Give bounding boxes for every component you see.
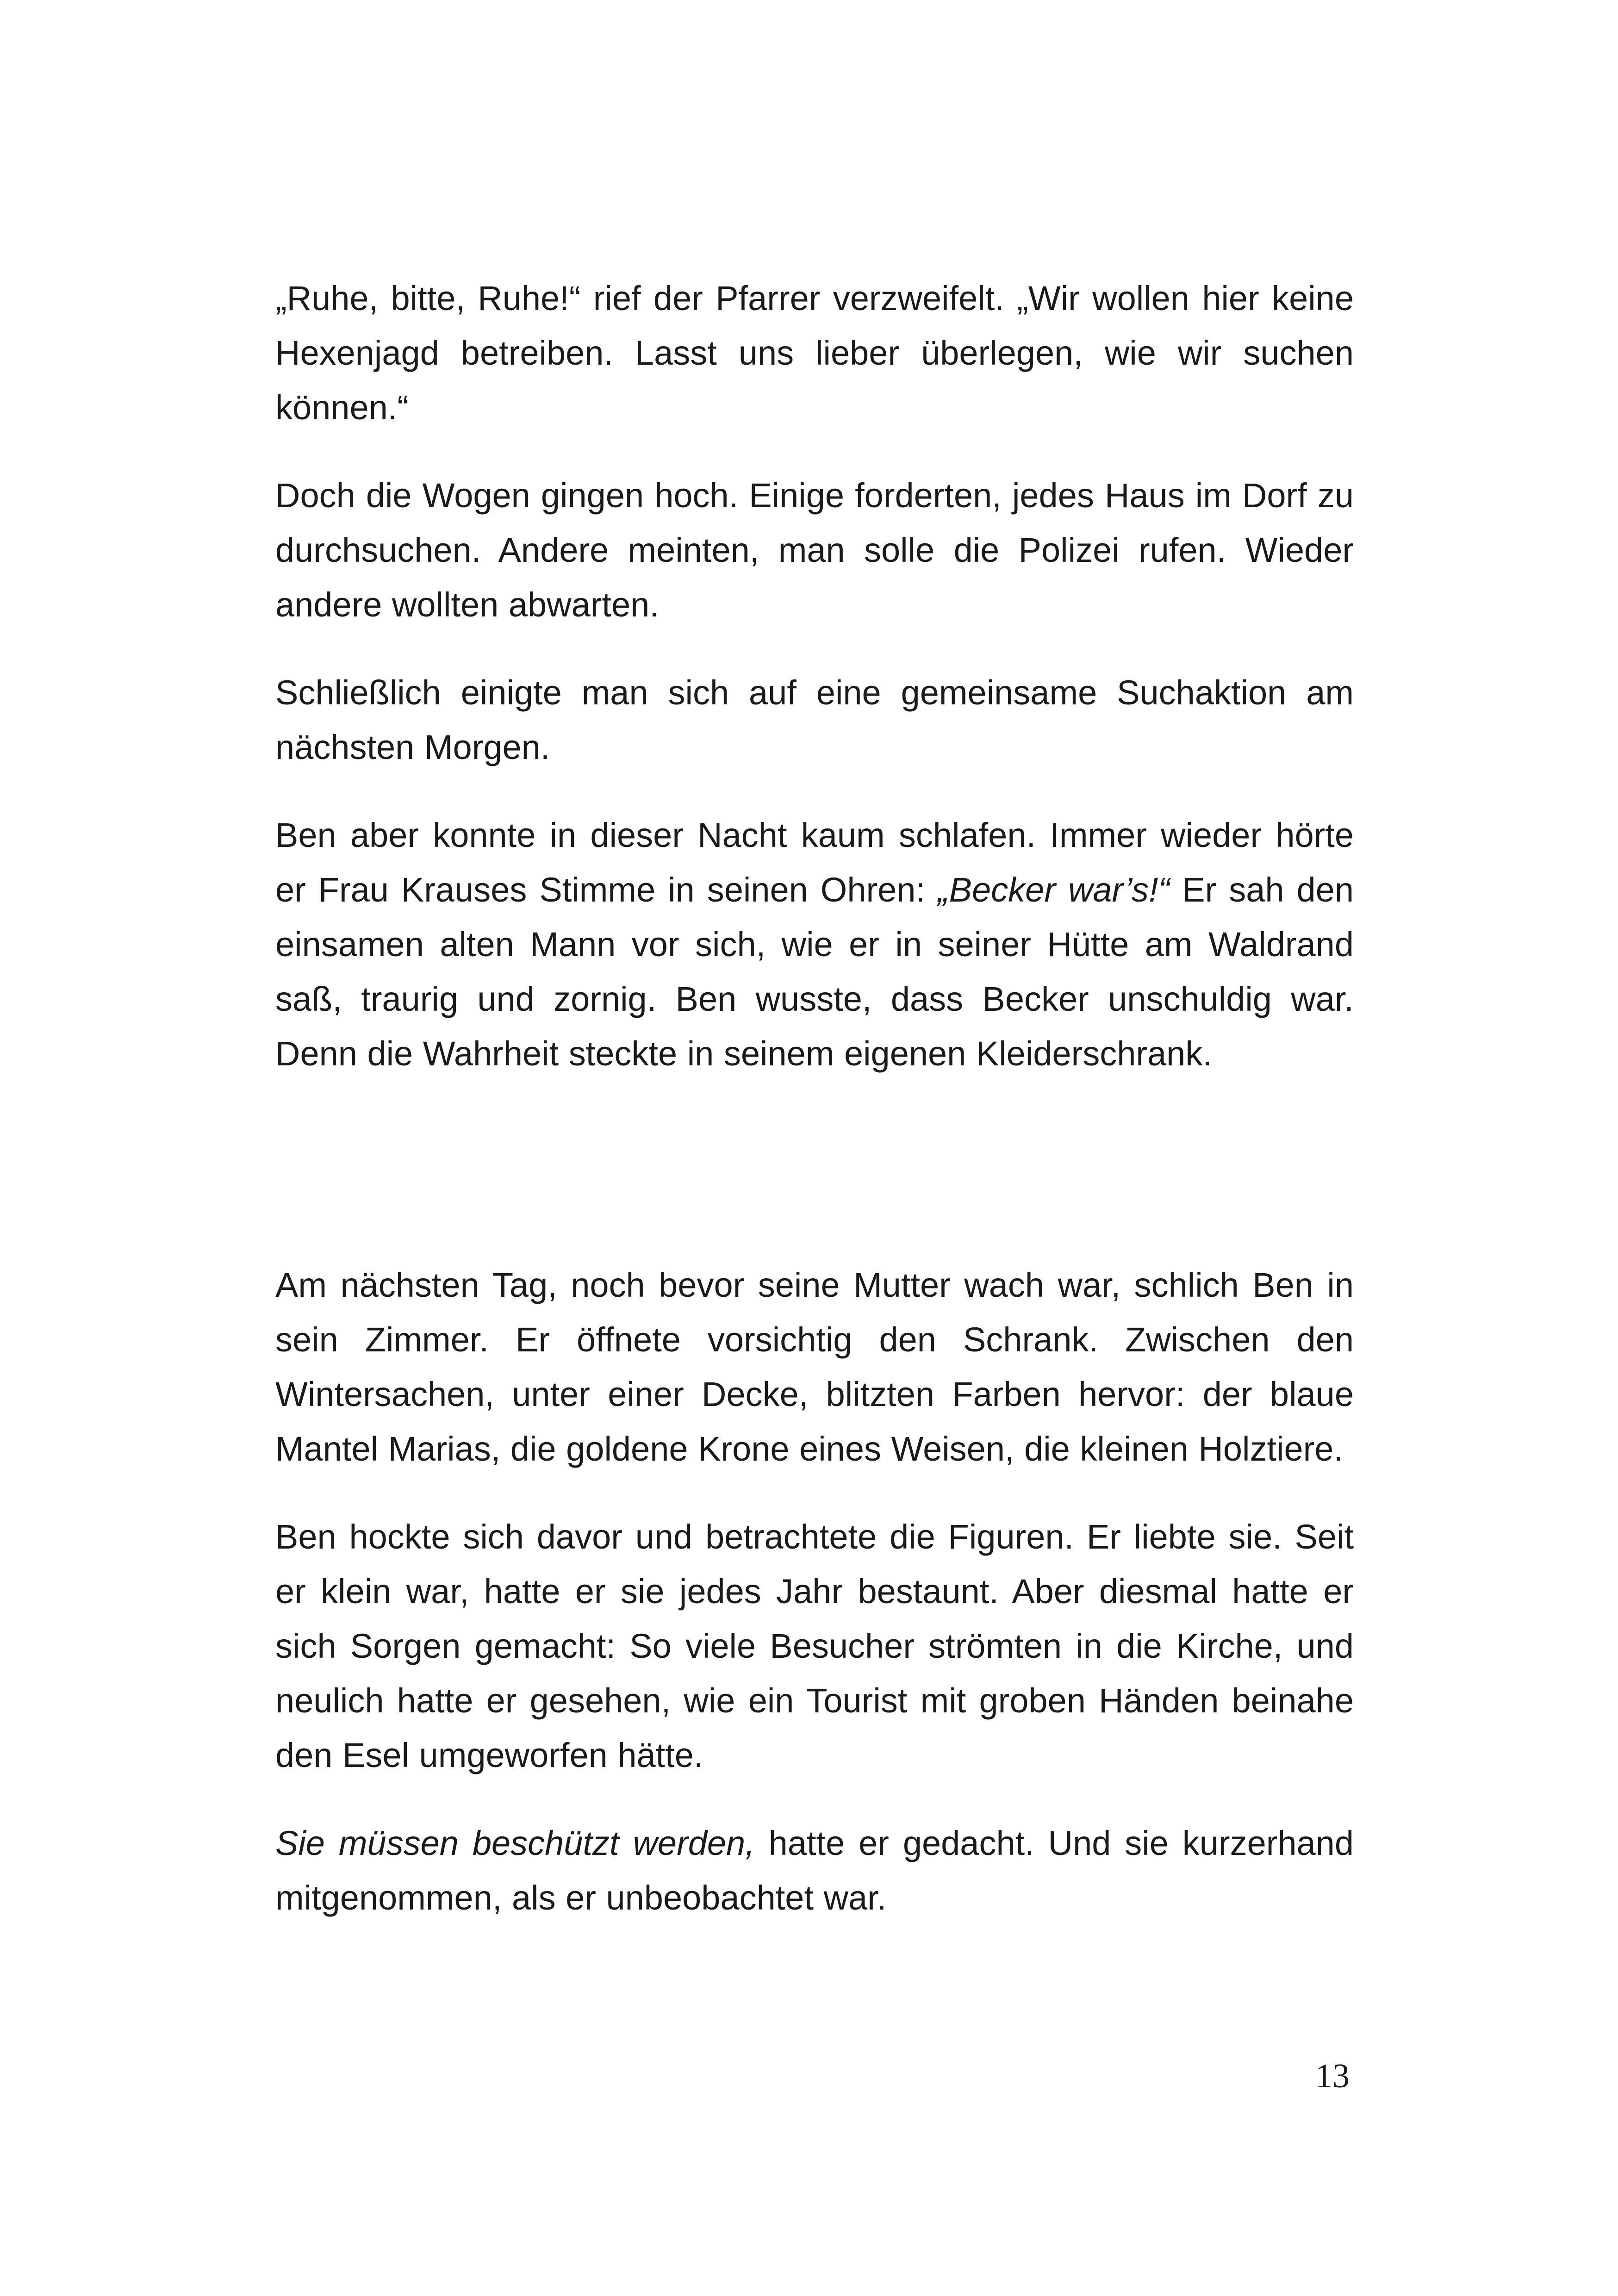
paragraph: Schließlich einigte man sich auf eine gemeinsame Suchaktion am nächsten Morgen. — [275, 673, 1354, 766]
paragraph — [275, 1816, 1354, 1925]
paragraph-text: hatte er gedacht. Und sie kurzerhand mitgenommen, als er unbeobachtet war. — [275, 1824, 1354, 1917]
paragraph-text: Er sah den einsamen alten Mann vor sich, wie er in seiner Hütte am Waldrand saß, traurig und zornig. Ben wusste, dass Becker unschuldig war. Denn die Wahrheit steckte in seinem eigenen Kleiderschrank. — [275, 871, 1354, 1073]
paragraph: „Ruhe, bitte, Ruhe!“ rief der Pfarrer verzweifelt. „Wir wollen hier keine Hexenjagd betreiben. Lasst uns lieber überlegen, wie wir suchen können.“ — [275, 279, 1354, 427]
page-number: 13 — [1315, 2057, 1350, 2095]
paragraph-text: Ben aber konnte in dieser Nacht kaum schlafen. Immer wieder hörte er Frau Krauses Stimme in seinen Ohren: — [275, 816, 1354, 909]
paragraph: Doch die Wogen gingen hoch. Einige forderten, jedes Haus im Dorf zu durchsuchen. Andere meinten, man solle die Polizei rufen. Wieder andere wollten abwarten. — [275, 476, 1354, 624]
paragraph — [275, 808, 1354, 1081]
italic-quote: „Becker war’s!“ — [938, 871, 1170, 909]
text-section-1 — [275, 271, 1354, 1081]
paragraph: Ben hockte sich davor und betrachtete die Figuren. Er liebte sie. Seit er klein war, hatte er sie jedes Jahr bestaunt. Aber diesmal hatte er sich Sorgen gemacht: So viele Besucher strömten in die Kirche, und neulich hatte er gesehen, wie ein Tourist mit groben Händen beinahe den Esel umgeworfen hätte. — [275, 1518, 1354, 1774]
paragraph: Am nächsten Tag, noch bevor seine Mutter wach war, schlich Ben in sein Zimmer. Er öffnete vorsichtig den Schrank. Zwischen den Wintersachen, unter einer Decke, blitzten Farben hervor: der blaue Mantel Marias, die goldene Krone eines Weisen, die kleinen Holztiere. — [275, 1266, 1354, 1468]
italic-thought: Sie müssen beschützt werden, — [275, 1824, 755, 1862]
text-section-2 — [275, 1258, 1354, 1925]
